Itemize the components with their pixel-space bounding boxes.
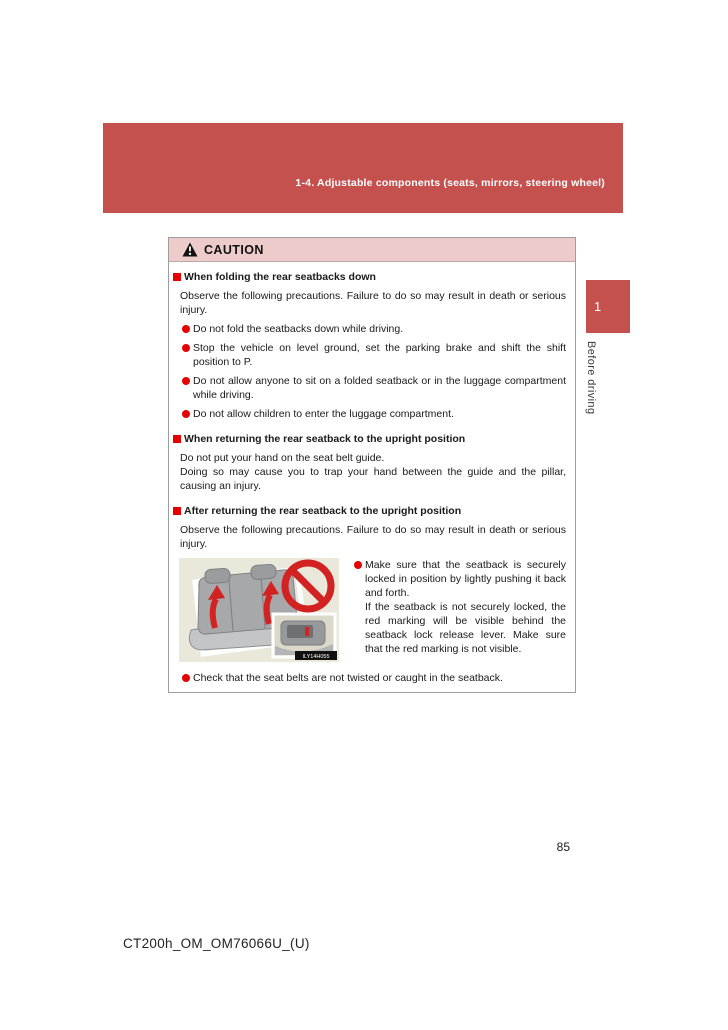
caution-header xyxy=(169,238,575,262)
document-footer: CT200h_OM_OM76066U_(U) xyxy=(123,936,310,951)
list-item xyxy=(182,341,566,369)
list-item xyxy=(182,322,566,336)
figure-row xyxy=(179,558,566,662)
list-item-text: Do not allow children to enter the luggage compartment. xyxy=(193,408,454,420)
circle-bullet-icon xyxy=(182,674,190,682)
list-item xyxy=(182,407,566,421)
caution-title: CAUTION xyxy=(204,242,264,257)
figure-side-text xyxy=(354,558,566,662)
caution-body xyxy=(169,262,575,691)
square-bullet-icon xyxy=(173,435,181,443)
caution-box xyxy=(168,237,576,693)
list-item xyxy=(354,558,566,600)
circle-bullet-icon xyxy=(182,325,190,333)
section-heading xyxy=(173,270,566,284)
circle-bullet-icon xyxy=(182,377,190,385)
square-bullet-icon xyxy=(173,273,181,281)
warning-triangle-icon xyxy=(182,242,198,257)
circle-bullet-icon xyxy=(182,344,190,352)
section-heading-text: When returning the rear seatback to the upright position xyxy=(184,433,466,445)
square-bullet-icon xyxy=(173,507,181,515)
list-item-text: Do not allow anyone to sit on a folded seatback or in the luggage compartment while driving. xyxy=(193,375,566,401)
chapter-number: 1 xyxy=(594,299,602,314)
section-heading-text: After returning the rear seatback to the upright position xyxy=(184,505,462,517)
list-item xyxy=(182,374,566,402)
list-item-text: Check that the seat belts are not twisted or caught in the seatback. xyxy=(193,672,503,684)
page-number: 85 xyxy=(556,840,570,854)
figure-caption: ILY14H055 xyxy=(302,654,330,660)
lock-release-inset xyxy=(273,614,335,657)
seat-illustration xyxy=(179,558,339,662)
header-banner xyxy=(103,123,623,213)
list-item-text: If the seatback is not securely locked, the red marking will be visible behind the seatback lock release lever. Make sure that the red marking is not visible. xyxy=(365,601,566,655)
red-marking xyxy=(305,627,309,636)
list-item-text: Do not fold the seatbacks down while driving. xyxy=(193,323,404,335)
list-item-text: Make sure that the seatback is securely locked in position by lightly pushing it back and forth. xyxy=(365,559,566,599)
section-body: Doing so may cause you to trap your hand between the guide and the pillar, causing an injury. xyxy=(180,466,566,492)
section-body: Do not put your hand on the seat belt guide. xyxy=(180,452,385,464)
section-heading xyxy=(173,432,566,446)
list-item-text: Stop the vehicle on level ground, set the parking brake and shift the shift position to P. xyxy=(193,342,566,368)
list-item xyxy=(182,671,566,685)
section-intro: Observe the following precautions. Failure to do so may result in death or serious injury. xyxy=(180,290,566,316)
header-title: 1-4. Adjustable components (seats, mirrors, steering wheel) xyxy=(295,177,605,189)
section-intro: Observe the following precautions. Failure to do so may result in death or serious injury. xyxy=(180,524,566,550)
chapter-label: Before driving xyxy=(585,341,597,415)
circle-bullet-icon xyxy=(354,561,362,569)
section-heading xyxy=(173,504,566,518)
circle-bullet-icon xyxy=(182,410,190,418)
section-heading-text: When folding the rear seatbacks down xyxy=(184,271,376,283)
chapter-tab xyxy=(586,280,630,333)
